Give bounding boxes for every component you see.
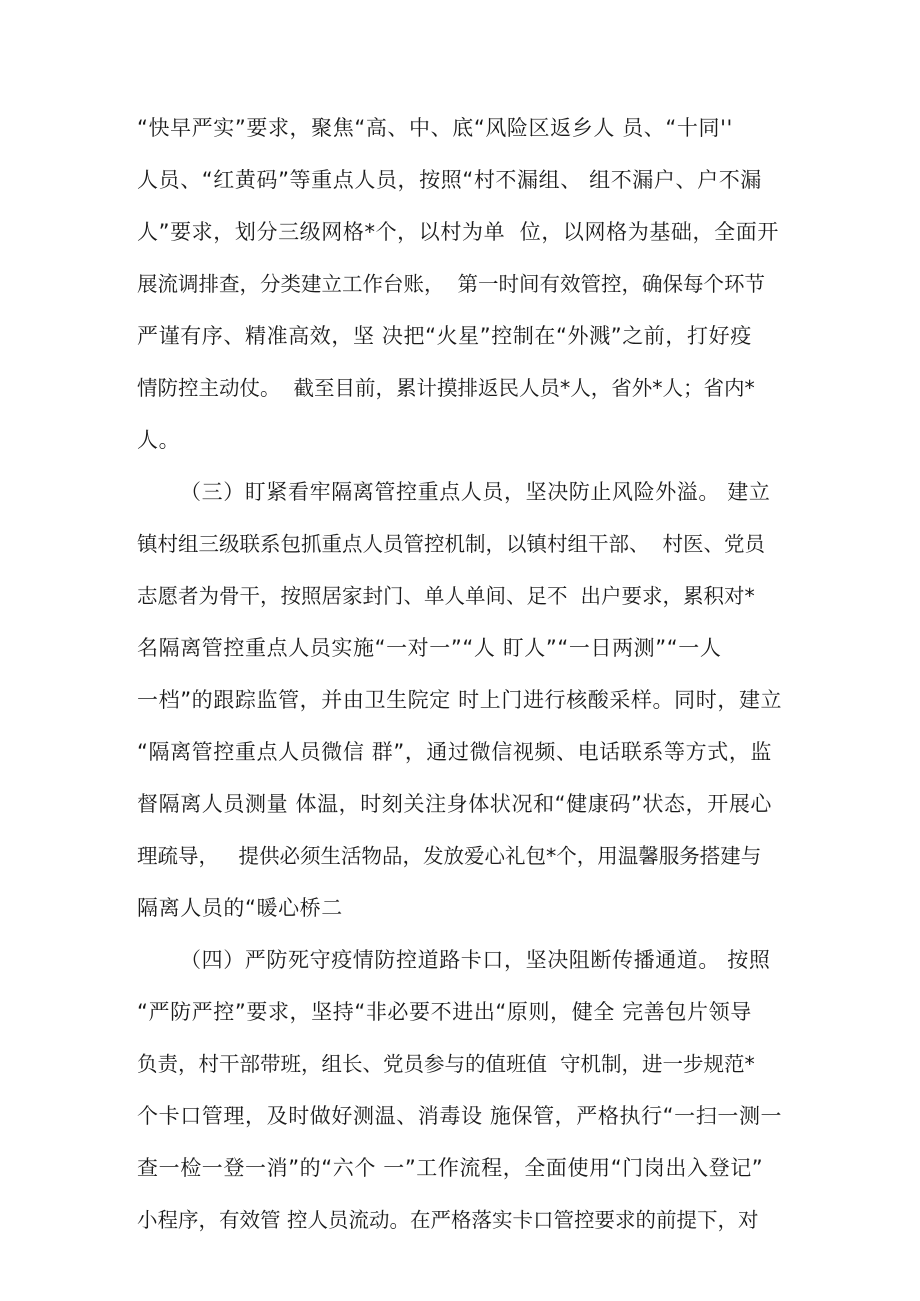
text-line: 督隔离人员测量 体温，时刻关注身体状况和“健康码”状态，开展心	[137, 792, 773, 816]
text-line: 查一检一登一消”的“六个 一”工作流程，全面使用“门岗出入登记”	[137, 1156, 764, 1180]
text-line: 志愿者为骨干，按照居家封门、单人单间、足不 出户要求，累积对*	[137, 584, 755, 608]
text-line: 展流调排查，分类建立工作台账， 第一时间有效管控，确保每个环节	[137, 272, 766, 296]
text-line: 理疏导， 提供必须生活物品，发放爱心礼包*个，用温馨服务搭建与	[137, 844, 762, 868]
text-line: 个卡口管理，及时做好测温、消毒设 施保管，严格执行“一扫一测一	[137, 1104, 783, 1128]
text-line: “隔离管控重点人员微信 群”，通过微信视频、电话联系等方式，监	[137, 740, 773, 764]
text-line: 镇村组三级联系包抓重点人员管控机制，以镇村组干部、 村医、党员	[137, 532, 766, 556]
paragraph-heading-line: （三）盯紧看牢隔离管控重点人员，坚决防止风险外溢。 建立	[180, 480, 771, 504]
text-line: 名隔离管控重点人员实施“一对一”“人 盯人”“一日两测”“一人	[137, 636, 722, 660]
text-line: 一档”的跟踪监管，并由卫生院定 时上门进行核酸采样。同时，建立	[137, 688, 783, 712]
text-line: “严防严控”要求，坚持“非必要不进出“原则，健全 完善包片领导	[137, 1000, 752, 1024]
text-line: 负责，村干部带班，组长、党员参与的值班值 守机制，进一步规范*	[137, 1052, 755, 1076]
text-line: 人员、“红黄码”等重点人员，按照“村不漏组、 组不漏户、户不漏	[137, 168, 762, 192]
text-line: 隔离人员的“暖心桥二	[137, 896, 343, 920]
text-line: 小程序，有效管 控人员流动。在严格落实卡口管控要求的前提下，对	[137, 1208, 759, 1232]
text-line: “快早严实”要求，聚焦“高、中、底“风险区返乡人 员、“十同''	[137, 116, 733, 140]
text-line: 情防控主动仗。 截至目前，累计摸排返民人员*人，省外*人；省内*	[137, 376, 755, 400]
text-line: 人”要求，划分三级网格*个，以村为单 位，以网格为基础，全面开	[137, 220, 779, 244]
text-line: 人。	[137, 428, 181, 452]
text-line: 严谨有序、精准高效，坚 决把“火星”控制在“外溅”之前，打好疫	[137, 324, 752, 348]
paragraph-heading-line: （四）严防死守疫情防控道路卡口，坚决阻断传播通道。 按照	[180, 948, 771, 972]
